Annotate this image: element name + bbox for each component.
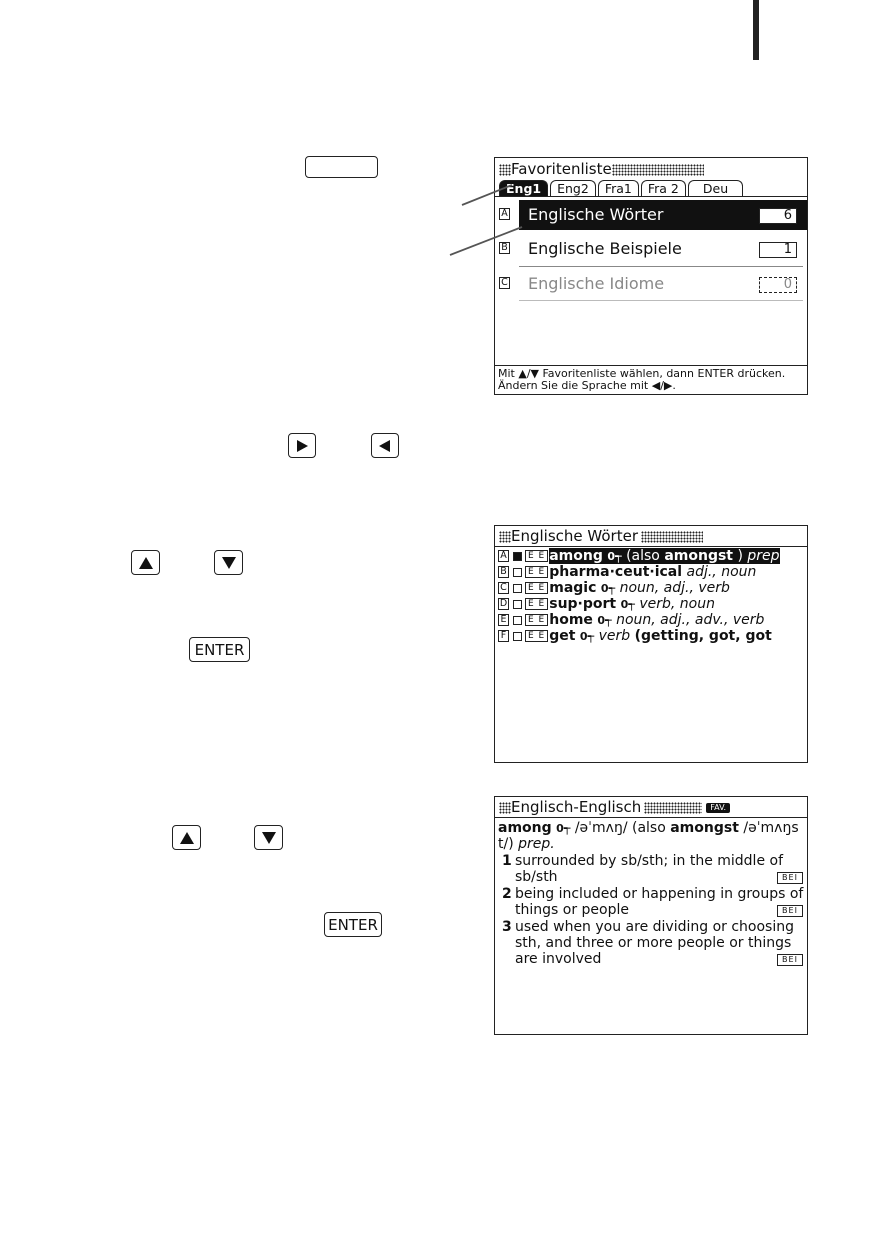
example-button[interactable]: BEI (777, 905, 803, 917)
checkbox[interactable] (513, 616, 522, 625)
ee-icon: E E (525, 614, 548, 626)
sense-number: 3 (502, 919, 512, 935)
instruction-line-2: Ändern Sie die Sprache mit ◀/▶. (498, 379, 676, 392)
up-arrow-key[interactable] (131, 550, 160, 575)
sense-text: things or people (515, 902, 629, 918)
favorite-list-item[interactable] (495, 269, 807, 299)
list-count: 1 (759, 242, 797, 258)
ee-icon: E E (525, 598, 548, 610)
right-arrow-key[interactable] (288, 433, 316, 458)
entry-headline: among 0┭ /əˈmʌŋ/ (also amongst /əˈmʌŋs (498, 820, 799, 836)
list-count: 0 (759, 277, 797, 293)
list-item[interactable]: C E E magic 0┭ noun, adj., verb (498, 580, 807, 596)
tab-fra2[interactable]: Fra 2 (641, 180, 686, 196)
checkbox[interactable] (513, 568, 522, 577)
tab-eng2[interactable]: Eng2 (550, 180, 596, 196)
blank-key[interactable] (305, 156, 378, 178)
sense-text: used when you are dividing or choosing (515, 919, 794, 935)
left-arrow-key[interactable] (371, 433, 399, 458)
left-arrow-icon (378, 439, 392, 453)
up-arrow-icon (179, 831, 195, 845)
list-label: Englische Beispiele (528, 239, 682, 258)
list-item[interactable]: E E E home 0┭ noun, adj., adv., verb (498, 612, 807, 628)
checkbox[interactable] (513, 584, 522, 593)
down-arrow-icon (261, 831, 277, 845)
sense-text: are involved (515, 951, 602, 967)
checkbox[interactable] (513, 552, 522, 561)
enter-key[interactable]: ENTER (189, 637, 250, 662)
sense-text: being included or happening in groups of (515, 886, 804, 902)
list-item[interactable]: A E E among 0┭ (also amongst ) prep (498, 548, 807, 564)
ee-icon: E E (525, 582, 548, 594)
sense-number: 1 (502, 853, 512, 869)
list-label: Englische Wörter (519, 200, 807, 230)
right-arrow-icon (295, 439, 309, 453)
down-arrow-icon (221, 556, 237, 570)
key-label: C (499, 277, 510, 289)
sense-text: sb/sth (515, 869, 558, 885)
fav-badge: FAV. (706, 803, 730, 813)
list-item[interactable]: D E E sup·port 0┭ verb, noun (499, 596, 715, 612)
screen-title: Englisch-Englisch FAV. (499, 799, 730, 816)
list-item[interactable]: F E E get 0┭ verb (getting, got, got (498, 628, 807, 644)
ee-icon: E E (525, 630, 548, 642)
enter-key-2[interactable]: ENTER (324, 912, 382, 937)
sense-text: surrounded by sb/sth; in the middle of (515, 853, 784, 869)
example-button[interactable]: BEI (777, 872, 803, 884)
example-button[interactable]: BEI (777, 954, 803, 966)
up-arrow-icon (138, 556, 154, 570)
tab-eng1[interactable]: Eng1 (499, 180, 548, 196)
up-arrow-key-2[interactable] (172, 825, 201, 850)
sense-number: 2 (502, 886, 512, 902)
ee-icon: E E (525, 566, 548, 578)
entry-pos-line: t/) prep. (498, 836, 555, 852)
tab-deu[interactable]: Deu (688, 180, 743, 196)
tab-fra1[interactable]: Fra1 (598, 180, 639, 196)
callout-lines (440, 175, 560, 265)
callout-line-item (450, 227, 522, 255)
margin-line (753, 0, 759, 60)
key-label: B (499, 242, 510, 254)
list-label: Englische Idiome (528, 274, 665, 293)
list-count: 6 (759, 208, 797, 224)
instruction-line-1: Mit ▲/▼ Favoritenliste wählen, dann ENTER drücken. (498, 367, 786, 380)
callout-line-tab (462, 185, 512, 205)
down-arrow-key[interactable] (214, 550, 243, 575)
screen-title: Englische Wörter (499, 528, 703, 545)
word-list-screen (494, 525, 808, 763)
screen-title: Favoritenliste (499, 161, 704, 178)
checkbox[interactable] (513, 600, 522, 609)
sense-text: sth, and three or more people or things (515, 935, 792, 951)
checkbox[interactable] (513, 632, 522, 641)
ee-icon: E E (525, 550, 548, 562)
list-item[interactable]: B E E pharma·ceut·ical adj., noun (498, 564, 807, 580)
definition-screen (494, 796, 808, 1035)
down-arrow-key-2[interactable] (254, 825, 283, 850)
key-label: A (499, 208, 510, 220)
